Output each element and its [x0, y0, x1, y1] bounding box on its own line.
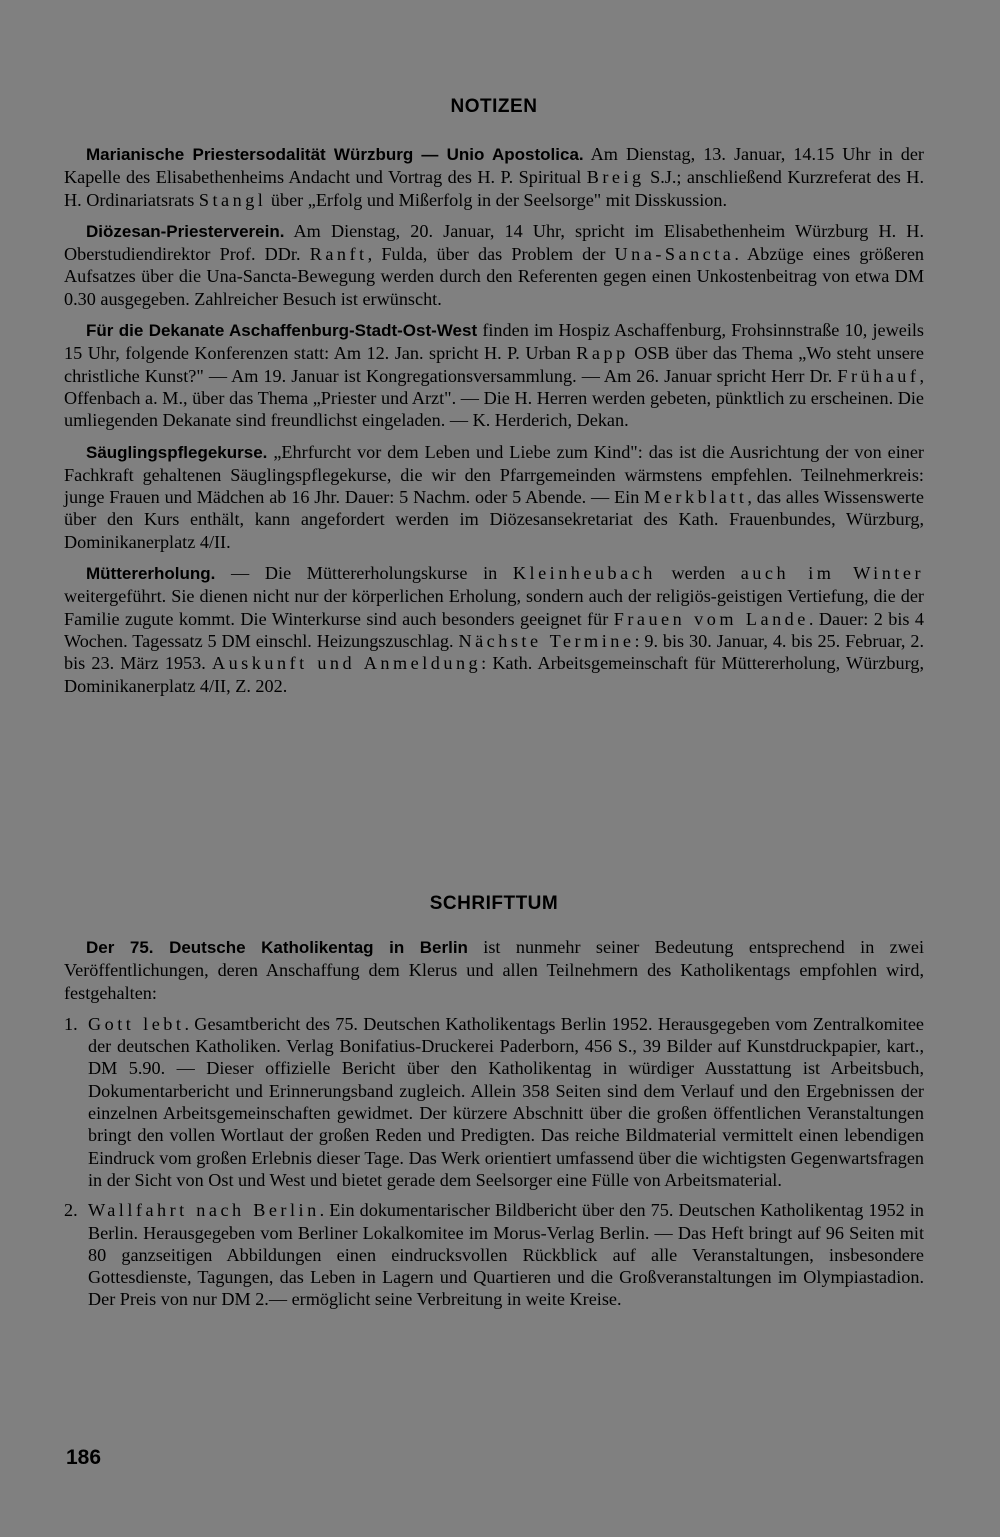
schrifttum-intro: Der 75. Deutsche Katholikentag in Berlin ist nunmehr seiner Bedeutung entsprechend in zwei Veröffentlichungen, deren Anschaffung dem Klerus und allen Teilnehmern des Katholikentags empfohlen wird, festgehalten: [64, 937, 924, 1003]
notice-unio-apostolica: Marianische Priestersodalität Würzburg — Unio Apostolica. Am Dienstag, 13. Januar, 14.15 Uhr in der Kapelle des Elisabethenheims Andacht und Vortrag des H. P. Spiritual Breig S.J.; anschließend Kurzreferat des H. H. Ordinariatsrats Stangl über „Erfolg und Mißerfolg in der Seelsorge" mit Disskussion. [64, 144, 924, 210]
publication-item: 1. Gott lebt. Gesamtbericht des 75. Deutschen Katholikentags Berlin 1952. Herausgegeben vom Zentralkomitee der deutschen Katholiken. Verlag Bonifatius-Druckerei Paderborn, 456 S., 39 Bilder auf Kunstdruckpapier, kart., DM 5.90. — Dieser offizielle Bericht über den Katholikentag in würdiger Ausstattung ist Arbeitsbuch, Dokumentarbericht und Erinnerungsband zugleich. Allein 358 Seiten sind dem Verlauf und den Ergebnissen der einzelnen Arbeitsgemeinschaften gewidmet. Der kürzere Abschnitt über die großen öffentlichen Veranstaltungen bringt den vollen Wortlaut der großen Reden und Predigten. Das reiche Bildmaterial vermittelt einen lebendigen Eindruck vom großen Erlebnis dieser Tage. Das Werk orientiert umfassend über die wichtigsten Gegenwartsfragen in der Sicht von Ost und West und bietet gerade dem Seelsorger eine Fülle von Arbeitsmaterial. [64, 1013, 924, 1190]
publication-item: 2. Wallfahrt nach Berlin. Ein dokumentarischer Bildbericht über den 75. Deutschen Katholikentag 1952 in Berlin. Herausgegeben vom Berliner Lokalkomitee im Morus-Verlag Berlin. — Das Heft bringt auf 96 Seiten mit 80 ganzseitigen Abbildungen einen eindrucksvollen Rückblick auf alle Veranstaltungen, insbesondere Gottesdienste, Tagungen, das Leben in Lagern und Quartieren und die Großveranstaltungen im Olympiastadion. Der Preis von nur DM 2.— ermöglicht seine Verbreitung in weite Kreise. [64, 1200, 924, 1310]
list-number: 2. [64, 1200, 78, 1221]
notice-aschaffenburg: Für die Dekanate Aschaffenburg-Stadt-Ost-West finden im Hospiz Aschaffenburg, Frohsinnstraße 10, jeweils 15 Uhr, folgende Konferenzen statt: Am 12. Jan. spricht H. P. Urban Rapp OSB über das Thema „Wo steht unsere christliche Kunst?" — Am 19. Januar ist Kongregationsversammlung. — Am 26. Januar spricht Herr Dr. Frühauf, Offenbach a. M., über das Thema „Priester und Arzt". — Die H. Herren werden gebeten, pünktlich zu erscheinen. Die umliegenden Dekanate sind freundlichst eingeladen. — K. Herderich, Dekan. [64, 320, 924, 431]
page-number: 186 [66, 1446, 102, 1469]
notice-muettererholung: Müttererholung. — Die Müttererholungskurse in Kleinheubach werden auch im Winter weitergeführt. Sie dienen nicht nur der körperlichen Erholung, sondern auch der religiös-geistigen Vertiefung, die der Familie zugute kommt. Die Winterkurse sind auch besonders geeignet für Frauen vom Lande. Dauer: 2 bis 4 Wochen. Tagessatz 5 DM einschl. Heizungszuschlag. Nächste Termine: 9. bis 30. Januar, 4. bis 25. Februar, 2. bis 23. März 1953. Auskunft und Anmeldung: Kath. Arbeitsgemeinschaft für Müttererholung, Würzburg, Dominikanerplatz 4/II, Z. 202. [64, 563, 924, 696]
notizen-section [64, 96, 924, 706]
publication-list [64, 1013, 924, 1311]
schrifttum-heading: SCHRIFTTUM [429, 893, 559, 914]
notice-priesterverein: Diözesan-Priesterverein. Am Dienstag, 20. Januar, 14 Uhr, spricht im Elisabethenheim Würzburg H. H. Oberstudiendirektor Prof. DDr. Ranft, Fulda, über das Problem der Una-Sancta. Abzüge eines größeren Aufsatzes über die Una-Sancta-Bewegung werden durch den Referenten gegen einen Unkostenbeitrag von etwa DM 0.30 ausgegeben. Zahlreicher Besuch ist erwünscht. [64, 220, 924, 309]
schrifttum-section [64, 893, 924, 1319]
notice-saeuglingspflege: Säuglingspflegekurse. „Ehrfurcht vor dem Leben und Liebe zum Kind": das ist die Ausrichtung der von einer Fachkraft gehaltenen Säuglingspflegekurse, die wir den Pfarrgemeinden wärmstens empfehlen. Teilnehmerkreis: junge Frauen und Mädchen ab 16 Jhr. Dauer: 5 Nachm. oder 5 Abende. — Ein Merkblatt, das alles Wissenswerte über den Kurs enthält, kann angefordert werden im Diözesansekretariat des Kath. Frauenbundes, Würzburg, Dominikanerplatz 4/II. [64, 441, 924, 552]
notizen-heading: NOTIZEN [450, 96, 538, 117]
list-number: 1. [64, 1013, 78, 1034]
